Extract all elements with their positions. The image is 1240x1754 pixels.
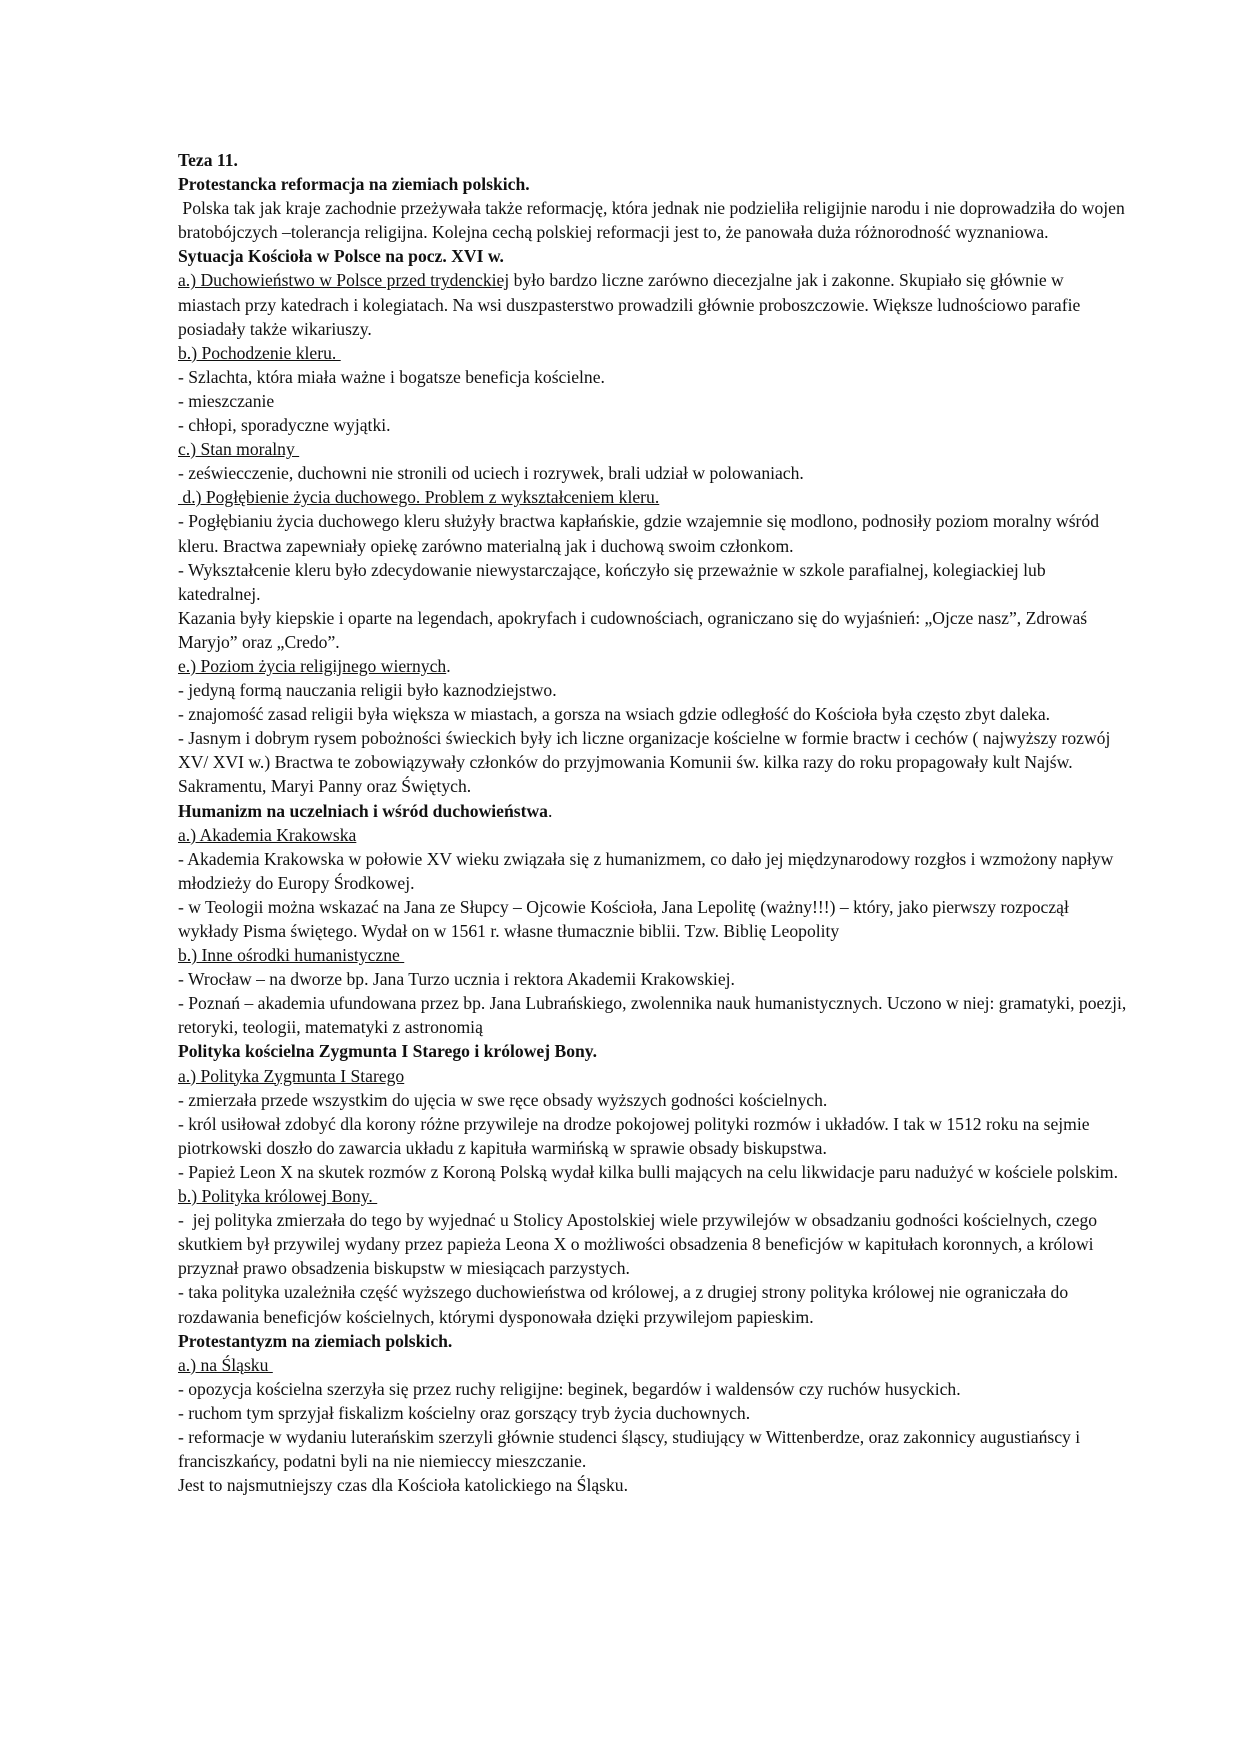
paragraph-text: . xyxy=(446,655,451,676)
list-item: - opozycja kościelna szerzyła się przez ruchy religijne: beginek, begardów i waldensów czy ruchów husyckich. xyxy=(178,1378,961,1399)
list-item: - reformacje w wydaniu luterańskim szerzyli głównie studenci śląscy, studiujący w Wittenberdze, oraz zakonnicy augustiańscy i franciszkańcy, podatni byli na nie niemieccy mieszczanie. xyxy=(178,1426,1081,1472)
paragraph xyxy=(178,654,1128,678)
section-heading: Sytuacja Kościoła w Polsce na pocz. XVI w. xyxy=(178,246,504,267)
list-item: - w Teologii można wskazać na Jana ze Słupcy – Ojcowie Kościoła, Jana Lepolitę (ważny!!!) – który, jako pierwszy rozpoczął wykłady Pisma świętego. Wydał on w 1561 r. własne tłumacznie biblii. Tzw. Biblię Leopolity xyxy=(178,896,1069,941)
list-item: - jej polityka zmierzała do tego by wyjednać u Stolicy Apostolskiej wiele przywilejów w obsadzaniu godności kościelnych, czego skutkiem był przywilej wydany przez papieża Leona X o możliwości obsadzenia 8 beneficjów w kapitułach koronnych, a królowi przyznał prawo obsadzenia biskupstw w miesiącach parzystych. xyxy=(178,1210,1102,1279)
list-item: - jedyną formą nauczania religii było kaznodziejstwo. xyxy=(178,680,557,701)
section-heading: Polityka kościelna Zygmunta I Starego i królowej Bony. xyxy=(178,1041,598,1062)
paragraph-text: było bardzo liczne zarówno diecezjalne jak i zakonne. Skupiało się głównie w miastach przy katedrach i kolegiatach. Na wsi duszpasterstwo prowadzili głównie proboszczowie. Większe ludnościowo parafie posiadały także wikariuszy. xyxy=(178,270,1081,339)
subsection-heading: c.) Stan moralny xyxy=(178,439,300,460)
list-item: - Papież Leon X na skutek rozmów z Koroną Polską wydał kilka bulli mających na celu likwidacje paru nadużyć w kościele polskim. xyxy=(178,1161,1119,1182)
list-item: - taka polityka uzależniła część wyższego duchowieństwa od królowej, a z drugiej strony polityka królowej nie ograniczała do rozdawania beneficjów kościelnych, którymi dysponowała dzięki przywilejom papieskim. xyxy=(178,1282,1069,1327)
subsection-heading: b.) Inne ośrodki humanistyczne xyxy=(178,945,405,966)
paragraph: Jest to najsmutniejszy czas dla Kościoła katolickiego na Śląsku. xyxy=(178,1475,629,1496)
list-item: - Szlachta, która miała ważne i bogatsze beneficja kościelne. xyxy=(178,366,605,387)
subsection-label: a.) Duchowieństwo w Polsce przed trydenckiej xyxy=(178,270,510,291)
list-item: - Wrocław – na dworze bp. Jana Turzo ucznia i rektora Akademii Krakowskiej. xyxy=(178,969,735,990)
list-item: - chłopi, sporadyczne wyjątki. xyxy=(178,415,391,436)
list-item: - król usiłował zdobyć dla korony różne przywileje na drodze pokojowej polityki rozmów i układów. I tak w 1512 roku na sejmie piotrkowski doszło do zawarcia układu z kapituła warmińską w sprawie obsady biskupstwa. xyxy=(178,1113,1090,1158)
subsection-heading: b.) Pochodzenie kleru. xyxy=(178,342,341,363)
document-page xyxy=(178,148,1128,1497)
subsection-heading: d.) Pogłębienie życia duchowego. Problem z wykształceniem kleru. xyxy=(178,487,660,508)
list-item: - ruchom tym sprzyjał fiskalizm kościelny oraz gorszący tryb życia duchownych. xyxy=(178,1402,751,1423)
list-item: - znajomość zasad religii była większa w miastach, a gorsza na wsiach gdzie odległość do Kościoła była często zbyt daleka. xyxy=(178,704,1051,725)
list-item: - Wykształcenie kleru było zdecydowanie niewystarczające, kończyło się przeważnie w szkole parafialnej, kolegiackiej lub katedralnej. xyxy=(178,559,1046,604)
section-heading: Protestantyzm na ziemiach polskich. xyxy=(178,1330,453,1351)
subsection-heading: a.) na Śląsku xyxy=(178,1354,273,1375)
subsection-label: e.) Poziom życia religijnego wiernych xyxy=(178,655,447,676)
section-heading xyxy=(178,799,1128,823)
thesis-number: Teza 11. xyxy=(178,150,238,170)
list-item: - zmierzała przede wszystkim do ujęcia w swe ręce obsady wyższych godności kościelnych. xyxy=(178,1089,828,1110)
list-item: - Pogłębianiu życia duchowego kleru służyły bractwa kapłańskie, gdzie wzajemnie się modlono, podnosiły poziom moralny wśród kleru. Bractwa zapewniały opiekę zarówno materialną jak i duchową swoim członkom. xyxy=(178,511,1100,556)
subsection-heading: a.) Akademia Krakowska xyxy=(178,824,357,845)
paragraph: Kazania były kiepskie i oparte na legendach, apokryfach i cudownościach, ograniczano się do wyjaśnień: „Ojcze nasz”, Zdrowaś Maryjo” oraz „Credo”. xyxy=(178,607,1088,652)
list-item: - mieszczanie xyxy=(178,390,275,411)
subsection-heading: b.) Polityka królowej Bony. xyxy=(178,1186,378,1207)
document-title: Protestancka reformacja na ziemiach polskich. xyxy=(178,174,530,195)
list-item: - zeświecczenie, duchowni nie stronili od uciech i rozrywek, brali udział w polowaniach. xyxy=(178,463,804,484)
subsection-heading: a.) Polityka Zygmunta I Starego xyxy=(178,1065,405,1086)
paragraph xyxy=(178,268,1128,340)
intro-paragraph: Polska tak jak kraje zachodnie przeżywała także reformację, która jednak nie podzieliła religijnie narodu i nie doprowadziła do wojen bratobójczych –tolerancja religijna. Kolejna cechą polskiej reformacji jest to, że panowała duża różnorodność wyznaniowa. xyxy=(178,198,1130,243)
list-item: - Poznań – akademia ufundowana przez bp. Jana Lubrańskiego, zwolennika nauk humanistycznych. Uczono w niej: gramatyki, poezji, retoryki, teologii, matematyki z astronomią xyxy=(178,993,1127,1038)
section-heading-text: Humanizm na uczelniach i wśród duchowieństwa xyxy=(178,800,548,821)
list-item: - Akademia Krakowska w połowie XV wieku związała się z humanizmem, co dało jej międzynarodowy rozgłos i wzmożony napływ młodzieży do Europy Środkowej. xyxy=(178,848,1114,893)
list-item: - Jasnym i dobrym rysem pobożności świeckich były ich liczne organizacje kościelne w formie bractw i cechów ( najwyższy rozwój XV/ XVI w.) Bractwa te zobowiązywały członków do przyjmowania Komunii św. kilka razy do roku propagowały kult Najśw. Sakramentu, Maryi Panny oraz Świętych. xyxy=(178,728,1111,797)
paragraph-text: . xyxy=(547,800,553,821)
